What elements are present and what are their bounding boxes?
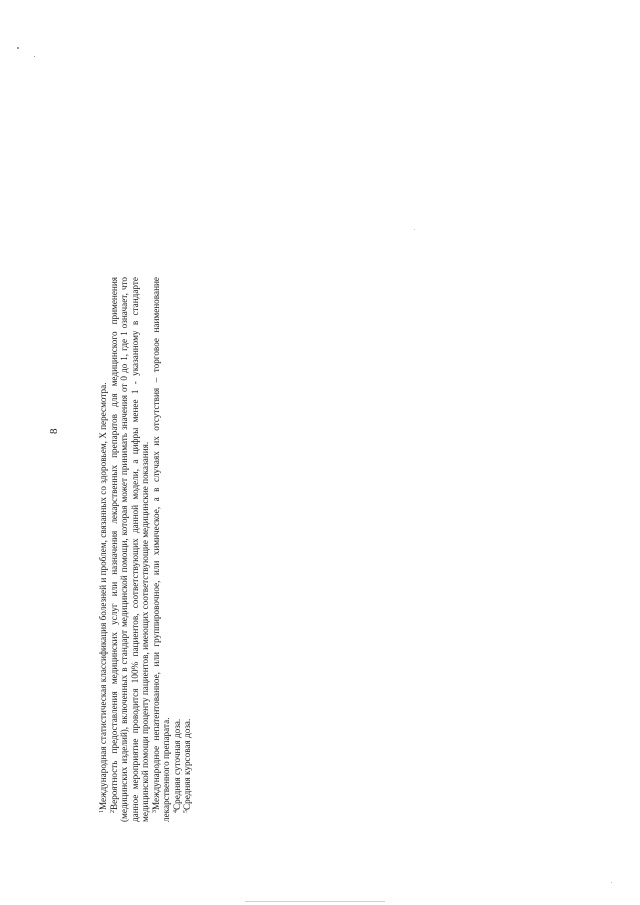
footnote-text: Вероятность предоставления медицинских услуг или назначения лекарственных препаратов для медицинского применения (медицинских изделий), включенных в стандарт медицинской помощи, которая может принимать значения от 0 до 1, где 1 означает, что данное мероприятие проводится 100% пациентов, соответствующих данной модели, а цифры менее 1 - указанному в стандарте медицинской помощи проценту пациентов, имеющих соответствующие медицинские показания. bbox=[108, 277, 150, 822]
footnote-2 bbox=[109, 277, 151, 822]
scan-speck bbox=[414, 229, 415, 230]
footnote-text: Средняя суточная доза. bbox=[171, 718, 182, 810]
footnote-marker: 1 bbox=[99, 810, 105, 813]
footnote-text: Международная статистическая классификация болезней и проблем, связанных со здоровьем, X пересмотра. bbox=[98, 382, 108, 810]
footnote-marker: 4 bbox=[172, 810, 179, 813]
scan-speck bbox=[17, 47, 19, 49]
scan-speck bbox=[611, 882, 612, 883]
footnote-text: Международное непатентованное, или группировочное, или химическое, а в случаях их отсутствия – торговое наименование лекарственного препарата. bbox=[150, 277, 171, 822]
footnote-marker: 3 bbox=[151, 810, 158, 813]
footnote-3 bbox=[151, 277, 172, 822]
bottom-edge-line bbox=[245, 901, 385, 902]
scan-speck bbox=[34, 56, 35, 57]
footnote-marker: 5 bbox=[183, 810, 189, 813]
footnote-5 bbox=[182, 277, 193, 822]
footnote-4 bbox=[172, 277, 183, 822]
page-number-text: 8 bbox=[48, 428, 60, 434]
page-number bbox=[48, 422, 58, 440]
footnotes-block bbox=[98, 277, 193, 822]
footnote-marker: 2 bbox=[109, 810, 116, 813]
footnote-1 bbox=[98, 277, 109, 822]
footnote-text: Средняя курсовая доза. bbox=[182, 718, 192, 810]
